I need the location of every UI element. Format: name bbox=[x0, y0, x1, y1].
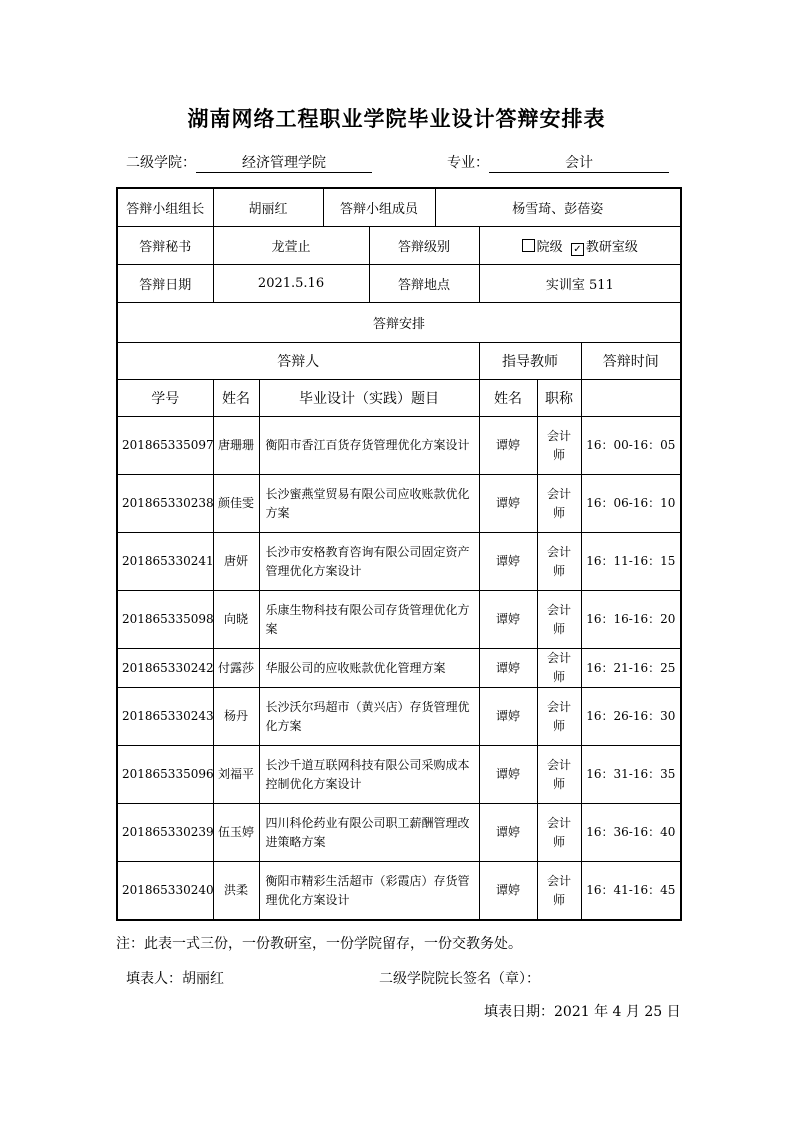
topic: 长沙市安格教育咨询有限公司固定资产管理优化方案设计 bbox=[259, 533, 479, 591]
student-id: 201865335096 bbox=[117, 746, 213, 804]
checkbox-department-level[interactable] bbox=[571, 243, 584, 256]
advisor-title: 会计师 bbox=[537, 533, 581, 591]
defense-time: 16：31-16：35 bbox=[581, 746, 681, 804]
time-header: 答辩时间 bbox=[581, 343, 681, 380]
topic: 四川科伦药业有限公司职工薪酬管理改进策略方案 bbox=[259, 804, 479, 862]
advisor-name: 谭婷 bbox=[479, 533, 537, 591]
advisor-name: 谭婷 bbox=[479, 591, 537, 649]
col-student-id: 学号 bbox=[117, 380, 213, 417]
student-id: 201865330239 bbox=[117, 804, 213, 862]
advisor-title: 会计师 bbox=[537, 649, 581, 688]
college-value: 经济管理学院 bbox=[196, 152, 372, 173]
defense-time: 16：36-16：40 bbox=[581, 804, 681, 862]
college-field bbox=[126, 152, 372, 173]
advisor-title: 会计师 bbox=[537, 688, 581, 746]
student-name: 唐妍 bbox=[213, 533, 259, 591]
student-name: 付露莎 bbox=[213, 649, 259, 688]
college-label: 二级学院： bbox=[126, 155, 196, 171]
table-row bbox=[117, 688, 681, 746]
defense-time: 16：21-16：25 bbox=[581, 649, 681, 688]
level-option-department: 教研室级 bbox=[585, 239, 638, 255]
topic: 衡阳市精彩生活超市（彩霞店）存货管理优化方案设计 bbox=[259, 862, 479, 921]
section-title: 答辩安排 bbox=[117, 303, 681, 343]
advisor-title: 会计师 bbox=[537, 475, 581, 533]
dean-signature-field: 二级学院院长签名（章）： bbox=[379, 971, 540, 987]
secretary-row bbox=[117, 227, 681, 265]
advisor-name: 谭婷 bbox=[479, 688, 537, 746]
major-field bbox=[447, 152, 669, 173]
checkbox-college-level[interactable] bbox=[522, 239, 535, 252]
defense-time: 16：41-16：45 bbox=[581, 862, 681, 921]
secretary-label: 答辩秘书 bbox=[117, 227, 213, 265]
table-row bbox=[117, 417, 681, 475]
table-row bbox=[117, 475, 681, 533]
topic: 乐康生物科技有限公司存货管理优化方案 bbox=[259, 591, 479, 649]
advisor-name: 谭婷 bbox=[479, 746, 537, 804]
table-row bbox=[117, 533, 681, 591]
fill-date: 填表日期：2021 年 4 月 25 日 bbox=[484, 1004, 681, 1020]
defense-schedule-table bbox=[116, 187, 682, 921]
defense-time: 16：06-16：10 bbox=[581, 475, 681, 533]
table-row bbox=[117, 804, 681, 862]
page-title: 湖南网络工程职业学院毕业设计答辩安排表 bbox=[187, 106, 606, 131]
date-value: 2021.5.16 bbox=[213, 265, 369, 303]
advisor-title: 会计师 bbox=[537, 804, 581, 862]
defense-time: 16：11-16：15 bbox=[581, 533, 681, 591]
major-label: 专业： bbox=[447, 155, 489, 171]
student-id: 201865330240 bbox=[117, 862, 213, 921]
major-value: 会计 bbox=[489, 152, 669, 173]
student-name: 向晓 bbox=[213, 591, 259, 649]
col-name: 姓名 bbox=[213, 380, 259, 417]
section-row bbox=[117, 303, 681, 343]
advisor-title: 会计师 bbox=[537, 417, 581, 475]
advisor-title: 会计师 bbox=[537, 746, 581, 804]
level-option-college: 院级 bbox=[536, 239, 563, 255]
leader-value: 胡丽红 bbox=[213, 188, 323, 227]
level-options bbox=[479, 227, 681, 265]
table-row bbox=[117, 862, 681, 921]
student-id: 201865335098 bbox=[117, 591, 213, 649]
checkmark-icon: ✓ bbox=[573, 243, 582, 255]
advisor-name: 谭婷 bbox=[479, 417, 537, 475]
col-topic: 毕业设计（实践）题目 bbox=[259, 380, 479, 417]
defense-time: 16：00-16：05 bbox=[581, 417, 681, 475]
student-id: 201865330242 bbox=[117, 649, 213, 688]
level-label: 答辩级别 bbox=[369, 227, 479, 265]
footnote: 注：此表一式三份，一份教研室，一份学院留存，一份交教务处。 bbox=[116, 936, 522, 952]
place-value: 实训室 511 bbox=[479, 265, 681, 303]
advisor-name: 谭婷 bbox=[479, 804, 537, 862]
group-header-row bbox=[117, 343, 681, 380]
advisor-name: 谭婷 bbox=[479, 475, 537, 533]
leader-row bbox=[117, 188, 681, 227]
topic: 华服公司的应收账款优化管理方案 bbox=[259, 649, 479, 688]
column-header-row bbox=[117, 380, 681, 417]
defense-time: 16：16-16：20 bbox=[581, 591, 681, 649]
topic: 长沙千道互联网科技有限公司采购成本控制优化方案设计 bbox=[259, 746, 479, 804]
col-advisor-title: 职称 bbox=[537, 380, 581, 417]
members-value: 杨雪琦、彭蓓姿 bbox=[435, 188, 681, 227]
advisor-header: 指导教师 bbox=[479, 343, 581, 380]
place-label: 答辩地点 bbox=[369, 265, 479, 303]
student-name: 洪柔 bbox=[213, 862, 259, 921]
defense-time: 16：26-16：30 bbox=[581, 688, 681, 746]
topic: 长沙沃尔玛超市（黄兴店）存货管理优化方案 bbox=[259, 688, 479, 746]
secretary-value: 龙萱止 bbox=[213, 227, 369, 265]
student-id: 201865330241 bbox=[117, 533, 213, 591]
filler: 填表人：胡丽红 bbox=[126, 971, 224, 987]
leader-label: 答辩小组组长 bbox=[117, 188, 213, 227]
table-row bbox=[117, 591, 681, 649]
date-label: 答辩日期 bbox=[117, 265, 213, 303]
defender-header: 答辩人 bbox=[117, 343, 479, 380]
members-label: 答辩小组成员 bbox=[323, 188, 435, 227]
student-id: 201865330238 bbox=[117, 475, 213, 533]
table-row bbox=[117, 649, 681, 688]
student-id: 201865335097 bbox=[117, 417, 213, 475]
student-name: 杨丹 bbox=[213, 688, 259, 746]
advisor-name: 谭婷 bbox=[479, 862, 537, 921]
col-time bbox=[581, 380, 681, 417]
advisor-title: 会计师 bbox=[537, 591, 581, 649]
date-row bbox=[117, 265, 681, 303]
student-name: 唐珊珊 bbox=[213, 417, 259, 475]
advisor-title: 会计师 bbox=[537, 862, 581, 921]
student-name: 颜佳雯 bbox=[213, 475, 259, 533]
topic: 长沙蜜燕堂贸易有限公司应收账款优化方案 bbox=[259, 475, 479, 533]
student-name: 刘福平 bbox=[213, 746, 259, 804]
advisor-name: 谭婷 bbox=[479, 649, 537, 688]
table-row bbox=[117, 746, 681, 804]
topic: 衡阳市香江百货存货管理优化方案设计 bbox=[259, 417, 479, 475]
col-advisor-name: 姓名 bbox=[479, 380, 537, 417]
student-id: 201865330243 bbox=[117, 688, 213, 746]
student-name: 伍玉婷 bbox=[213, 804, 259, 862]
